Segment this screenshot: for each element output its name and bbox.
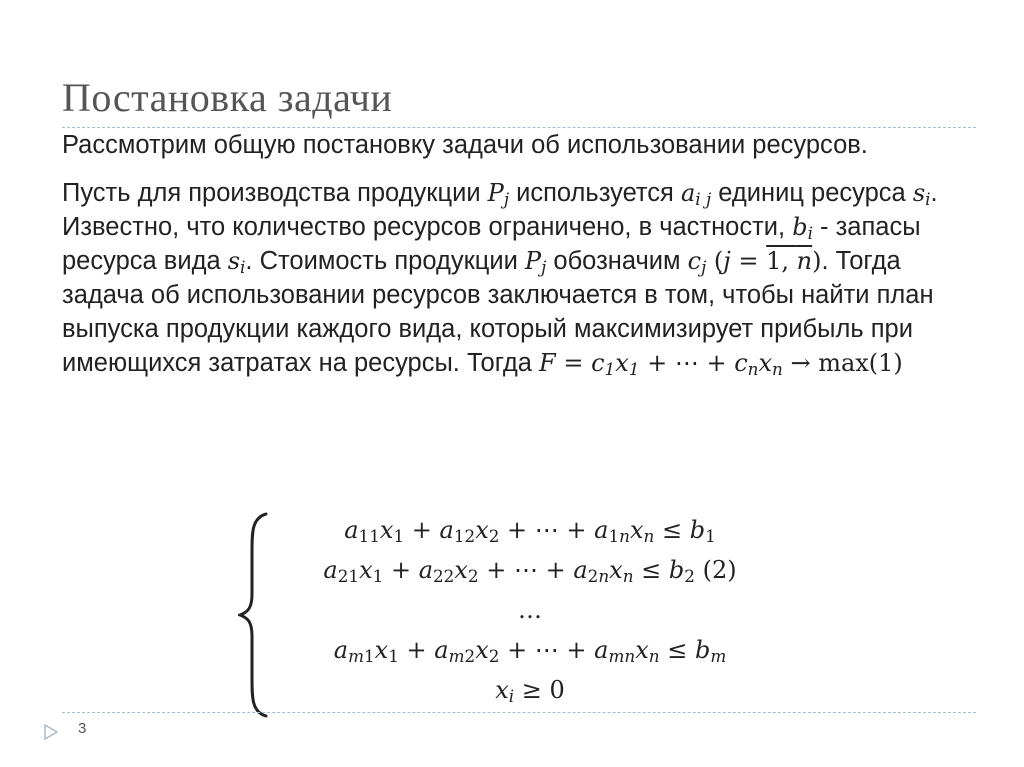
page-number: 3 <box>78 720 87 737</box>
text-fragment: . Стоимость продукции <box>245 247 525 275</box>
slide-title: Постановка задачи <box>62 75 393 120</box>
formula-objective: $F = c_1x_1$ + ⋯ + $c_nx_n \to \max$ <box>539 349 869 380</box>
constraint-row-2: $a_{21}x_1 + a_{22}x_2$ + ⋯ + $a_{2n}x_n \le b_2$ (2) <box>323 556 737 587</box>
formula-product: $P_j$ <box>524 247 547 278</box>
text-fragment: Пусть для производства продукции <box>62 179 488 207</box>
formula-aij: $a_{i j}$ <box>680 179 712 210</box>
slide-body <box>62 128 982 380</box>
constraint-row-m: $a_{m1}x_1 + a_{m2}x_2$ + ⋯ + $a_{mn}x_n \le b_m$ <box>333 636 727 667</box>
text-fragment: . Тогда задача об использовании ресурсов заключается в том, чтобы найти план выпуска продукции каждого вида, который максимизирует прибыль при имеющихся затратах на ресурсы. Тогда <box>62 247 934 377</box>
equation-number: (2) <box>702 556 737 584</box>
intro-paragraph: Рассмотрим общую постановку задачи об использовании ресурсов. <box>62 131 868 159</box>
equation-number: (1) <box>868 349 903 377</box>
text-fragment: единиц ресурса <box>718 179 913 207</box>
text-fragment: обозначим <box>546 247 688 275</box>
constraint-ellipsis: … <box>518 596 542 624</box>
text-fragment: . Известно, что количество ресурсов ограничено, в частности, <box>62 179 938 241</box>
footer-divider <box>62 712 976 713</box>
constraint-system <box>238 510 818 720</box>
formula-product: $P_j$ <box>487 179 510 210</box>
text-fragment: используется <box>509 179 681 207</box>
nonnegativity-row: $x_i \ge 0$ <box>495 676 565 707</box>
text-fragment: - запасы ресурса вида <box>62 213 921 275</box>
triangle-pointer-icon <box>44 724 58 740</box>
problem-paragraph <box>62 176 982 380</box>
formula-resource: $s_i$ <box>912 179 931 210</box>
constraint-equations <box>260 510 800 710</box>
formula-cost: $c_j$ (j = 1, n) <box>687 247 822 278</box>
constraint-row-1: $a_{11}x_1 + a_{12}x_2$ + ⋯ + $a_{1n}x_n \le b_1$ <box>344 516 716 547</box>
formula-resource: $s_i$ <box>227 247 246 278</box>
formula-stock: $b_i$ <box>792 213 813 244</box>
